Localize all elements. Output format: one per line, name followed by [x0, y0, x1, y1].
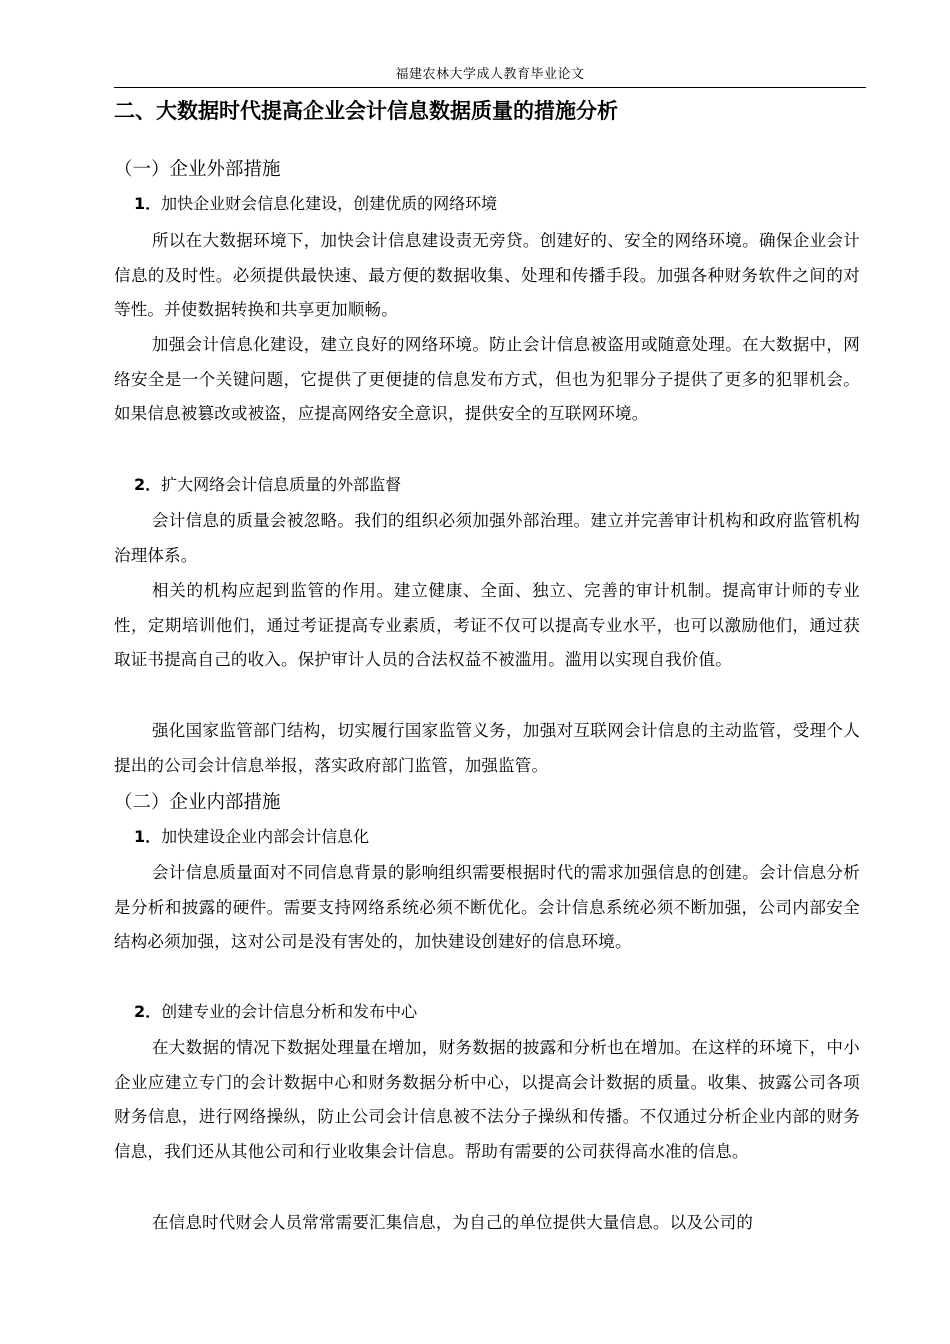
paragraph: 强化国家监管部门结构，切实履行国家监管义务，加强对互联网会计信息的主动监管，受理个人提出的公司会计信息举报，落实政府部门监管，加强监管。 [114, 721, 860, 775]
subsection-title: 加快企业财会信息化建设，创建优质的网络环境 [161, 194, 498, 213]
paragraph: 所以在大数据环境下，加快会计信息建设责无旁贷。创建好的、安全的网络环境。确保企业会计信息的及时性。必须提供最快速、最方便的数据收集、处理和传播手段。加强各种财务软件之间的对等性。并使数据转换和共享更加顺畅。 [114, 231, 860, 319]
header-rule [114, 87, 866, 88]
chapter-title: 二、大数据时代提高企业会计信息数据质量的措施分析 [114, 99, 618, 123]
subsection-number: 1． [134, 194, 162, 213]
paragraph: 加强会计信息化建设，建立良好的网络环境。防止会计信息被盗用或随意处理。在大数据中，网络安全是一个关键问题，它提供了更便捷的信息发布方式，但也为犯罪分子提供了更多的犯罪机会。如果信息被篡改或被盗，应提高网络安全意识，提供安全的互联网环境。 [114, 335, 860, 423]
running-header: 福建农林大学成人教育毕业论文 [395, 67, 585, 82]
subsection-heading-2-1 [134, 824, 369, 850]
paragraph: 相关的机构应起到监管的作用。建立健康、全面、独立、完善的审计机制。提高审计师的专业性，定期培训他们，通过考证提高专业素质，考证不仅可以提高专业水平，也可以激励他们，通过获取证书提高自己的收入。保护审计人员的合法权益不被滥用。滥用以实现自我价值。 [114, 581, 860, 669]
subsection-heading-1-2 [134, 472, 401, 498]
section-heading-external: （一）企业外部措施 [114, 159, 281, 180]
subsection-title: 创建专业的会计信息分析和发布中心 [161, 1002, 418, 1021]
paragraph: 在信息时代财会人员常常需要汇集信息，为自己的单位提供大量信息。以及公司的 [151, 1213, 754, 1232]
paragraph: 在大数据的情况下数据处理量在增加，财务数据的披露和分析也在增加。在这样的环境下，中小企业应建立专门的会计数据中心和财务数据分析中心，以提高会计数据的质量。收集、披露公司各项财务信息，进行网络操纵，防止公司会计信息被不法分子操纵和传播。不仅通过分析企业内部的财务信息，我们还从其他公司和行业收集会计信息。帮助有需要的公司获得高水准的信息。 [114, 1038, 860, 1161]
subsection-number: 1． [134, 827, 162, 846]
subsection-number: 2． [134, 1002, 162, 1021]
subsection-heading-1-1 [134, 191, 497, 217]
paragraph: 会计信息的质量会被忽略。我们的组织必须加强外部治理。建立并完善审计机构和政府监管机构治理体系。 [114, 511, 860, 565]
subsection-heading-2-2 [134, 999, 417, 1025]
subsection-title: 扩大网络会计信息质量的外部监督 [161, 475, 402, 494]
paragraph: 会计信息质量面对不同信息背景的影响组织需要根据时代的需求加强信息的创建。会计信息分析是分析和披露的硬件。需要支持网络系统必须不断优化。会计信息系统必须不断加强，公司内部安全结构必须加强，这对公司是没有害处的，加快建设创建好的信息环境。 [114, 863, 860, 951]
section-heading-internal: （二）企业内部措施 [114, 792, 281, 813]
subsection-title: 加快建设企业内部会计信息化 [161, 827, 370, 846]
subsection-number: 2． [134, 475, 162, 494]
